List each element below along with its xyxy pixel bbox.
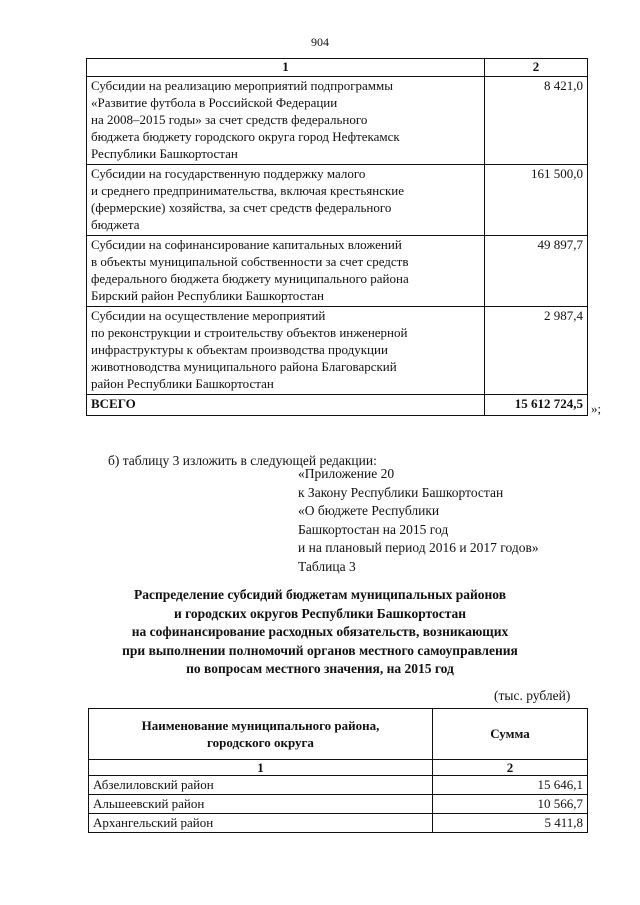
row-value: 49 897,7	[484, 236, 587, 307]
text-line: Бирский район Республики Башкортостан	[91, 288, 324, 303]
row-value: 2 987,4	[484, 307, 587, 395]
column-number-2: 2	[484, 59, 587, 77]
total-value: 15 612 724,5	[484, 395, 587, 416]
table-row	[89, 776, 588, 795]
text-line: бюджета бюджету городского округа город Нефтекамск	[91, 129, 400, 144]
text-line: инфраструктуры к объектам производства продукции	[91, 342, 388, 357]
units-label: (тыс. рублей)	[494, 688, 571, 703]
district-name: Альшеевский район	[89, 795, 433, 814]
title-line: на софинансирование расходных обязательств, возникающих	[131, 624, 509, 639]
text-line: в объекты муниципальной собственности за счет средств	[91, 254, 409, 269]
appendix-line: «О бюджете Республики	[298, 503, 440, 518]
subsidies-table	[86, 58, 588, 416]
district-name: Абзелиловский район	[89, 776, 433, 795]
row-value: 161 500,0	[484, 165, 587, 236]
text-line: бюджета	[91, 217, 140, 232]
header-line: Наименование муниципального района,	[141, 718, 380, 733]
district-sum: 15 646,1	[433, 776, 588, 795]
table-row	[87, 307, 588, 395]
text-line: Субсидии на софинансирование капитальных вложений	[91, 237, 402, 252]
text-line: (фермерские) хозяйства, за счет средств федерального	[91, 200, 392, 215]
appendix-line: «Приложение 20	[298, 466, 395, 481]
text-line: «Развитие футбола в Российской Федерации	[91, 95, 338, 110]
appendix-line: Таблица 3	[298, 558, 356, 574]
column-number-1: 1	[87, 59, 485, 77]
table-row	[89, 795, 588, 814]
district-sum: 5 411,8	[433, 814, 588, 833]
title-line: по вопросам местного значения, на 2015 год	[186, 661, 454, 676]
text-line: и среднего предпринимательства, включая крестьянские	[91, 183, 405, 198]
table-row	[87, 77, 588, 165]
row-description	[87, 236, 485, 307]
column-number-2: 2	[433, 760, 588, 776]
appendix-line: Башкортостан на 2015 год	[298, 521, 449, 537]
total-label: ВСЕГО	[87, 395, 485, 416]
text-line: на 2008–2015 годы» за счет средств федерального	[91, 112, 368, 127]
text-line: Субсидии на реализацию мероприятий подпрограммы	[91, 78, 393, 93]
text-line: Республики Башкортостан	[91, 146, 238, 161]
total-row	[87, 395, 588, 416]
header-name	[89, 709, 433, 760]
row-description	[87, 77, 485, 165]
column-number-1: 1	[89, 760, 433, 776]
text-line: федерального бюджета бюджету муниципального района	[91, 271, 409, 286]
distribution-table	[88, 708, 588, 833]
instruction-text: б) таблицу 3 изложить в следующей редакции:	[108, 453, 377, 468]
text-line: Субсидии на осуществление мероприятий	[91, 308, 326, 323]
table-header-row	[89, 709, 588, 760]
header-sum: Сумма	[433, 709, 588, 760]
header-line: городского округа	[207, 735, 314, 750]
table-row	[87, 165, 588, 236]
title-line: Распределение субсидий бюджетам муниципальных районов	[133, 587, 507, 602]
section-title	[60, 586, 580, 679]
text-line: район Республики Башкортостан	[91, 376, 274, 391]
row-description	[87, 307, 485, 395]
text-line: Субсидии на государственную поддержку малого	[91, 166, 366, 181]
page-number: 904	[311, 35, 329, 49]
table-row	[87, 236, 588, 307]
district-name: Архангельский район	[89, 814, 433, 833]
title-line: при выполнении полномочий органов местного самоуправления	[122, 642, 518, 658]
table-header-row	[87, 59, 588, 77]
closing-quote: »;	[591, 401, 602, 416]
text-line: животноводства муниципального района Благоварский	[91, 359, 397, 374]
row-value: 8 421,0	[484, 77, 587, 165]
district-sum: 10 566,7	[433, 795, 588, 814]
appendix-block	[298, 465, 539, 576]
table-row	[89, 814, 588, 833]
column-numbers-row	[89, 760, 588, 776]
text-line: по реконструкции и строительству объектов инженерной	[91, 325, 408, 340]
appendix-line: к Закону Республики Башкортостан	[298, 484, 504, 500]
appendix-line: и на плановый период 2016 и 2017 годов»	[298, 540, 539, 555]
title-line: и городских округов Республики Башкортостан	[173, 605, 467, 621]
row-description	[87, 165, 485, 236]
